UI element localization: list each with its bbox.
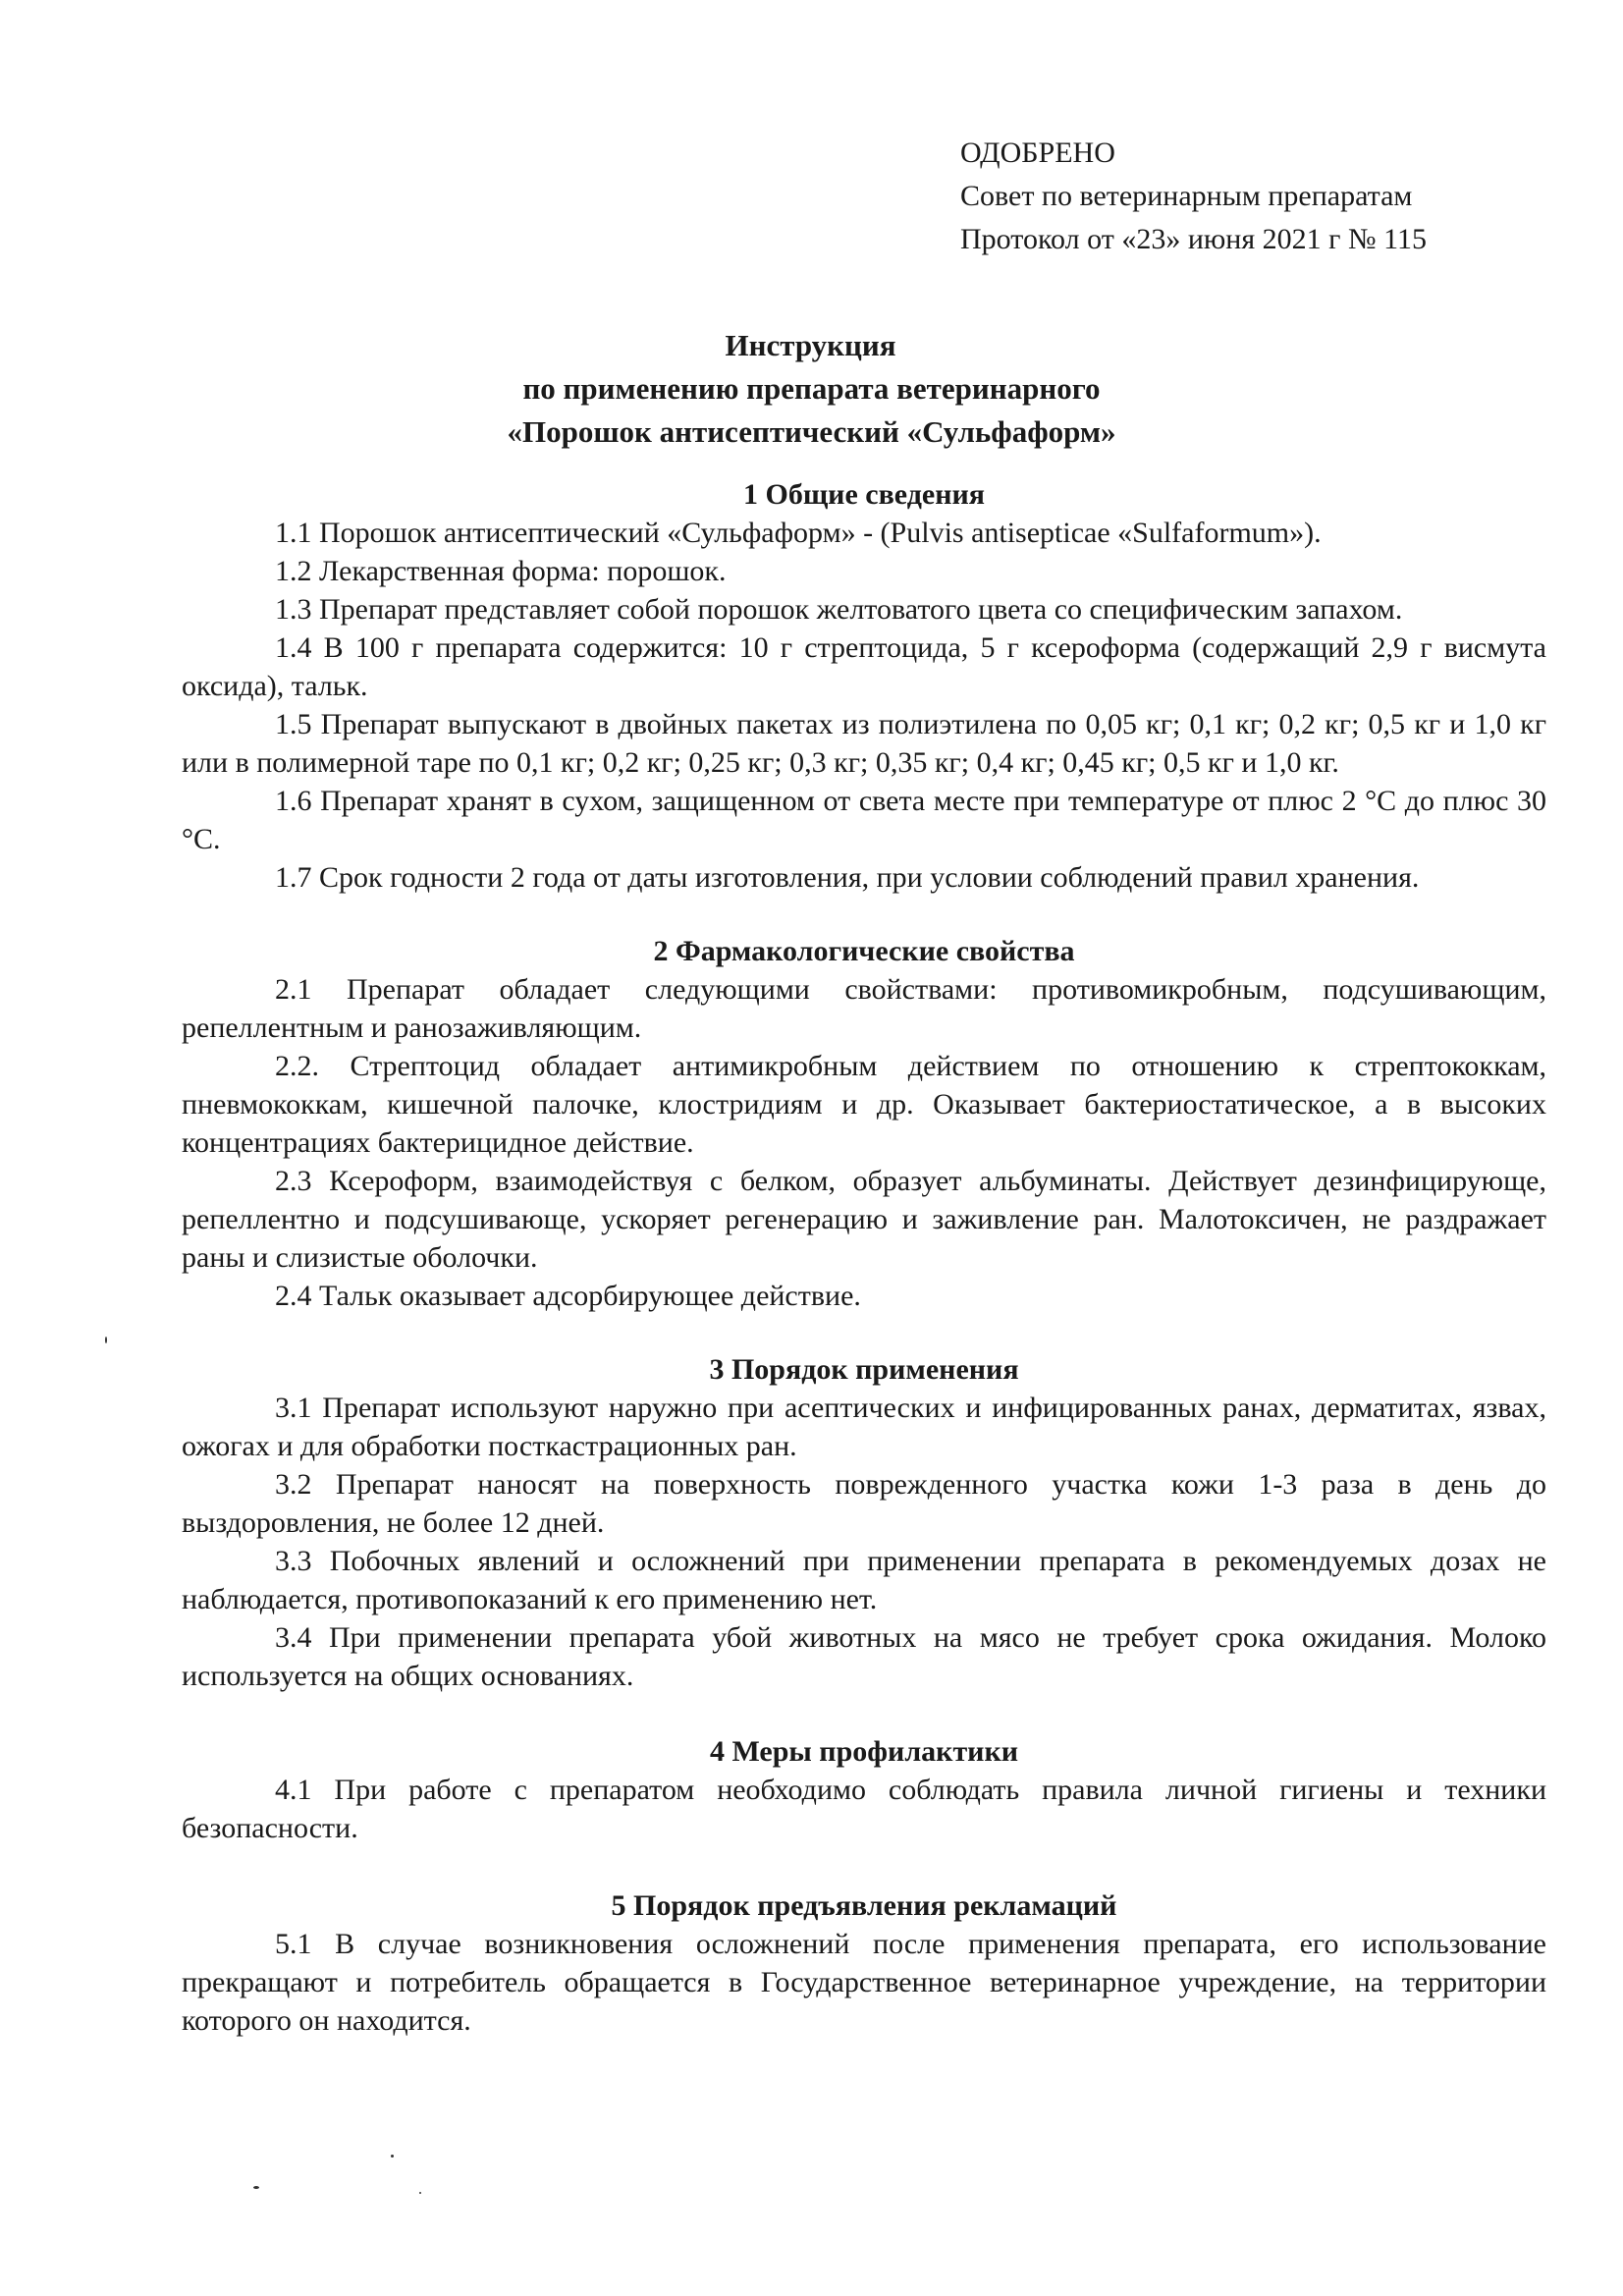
section-precautions <box>182 1732 1546 1847</box>
scan-speck <box>419 2192 421 2194</box>
paragraph-2-2: 2.2. Стрептоцид обладает антимикробным действием по отношению к стрептококкам, пневмококкам, кишечной палочке, клостридиям и др. Оказывает бактериостатическое, а в высоких концентрациях бактерицидное действие. <box>182 1050 1546 1159</box>
approval-stamp <box>960 132 1427 261</box>
paragraph-3-2: 3.2 Препарат наносят на поверхность поврежденного участка кожи 1-3 раза в день до выздоровления, не более 12 дней. <box>182 1468 1546 1539</box>
scan-speck <box>253 2186 259 2189</box>
document-body <box>182 475 1546 2040</box>
section-heading: 4 Меры профилактики <box>709 1735 1019 1768</box>
paragraph-3-1: 3.1 Препарат используют наружно при асептических и инфицированных ранах, дерматитах, язвах, ожогах и для обработки посткастрационных ран. <box>182 1392 1546 1462</box>
approval-authority: Совет по ветеринарным препаратам <box>960 180 1413 212</box>
section-general-info <box>182 475 1546 897</box>
paragraph-1-4: 1.4 В 100 г препарата содержится: 10 г стрептоцида, 5 г ксероформа (содержащий 2,9 г висмута оксида), тальк. <box>182 631 1546 702</box>
paragraph-1-7: 1.7 Срок годности 2 года от даты изготовления, при условии соблюдений правил хранения. <box>275 861 1420 894</box>
approval-status: ОДОБРЕНО <box>960 137 1115 169</box>
section-application <box>182 1350 1546 1695</box>
paragraph-1-1: 1.1 Порошок антисептический «Сульфаформ» - (Pulvis antisepticae «Sulfaformum»). <box>275 517 1322 549</box>
paragraph-4-1: 4.1 При работе с препаратом необходимо соблюдать правила личной гигиены и техники безопасности. <box>182 1774 1546 1844</box>
section-heading: 5 Порядок предъявления рекламаций <box>611 1889 1117 1922</box>
approval-protocol: Протокол от «23» июня 2021 г № 115 <box>960 223 1427 255</box>
document-title <box>0 324 1623 454</box>
document-title-line-1: Инструкция <box>725 328 896 362</box>
section-heading: 1 Общие сведения <box>743 478 985 511</box>
section-complaints <box>182 1886 1546 2040</box>
scan-speck <box>391 2155 394 2158</box>
paragraph-3-4: 3.4 При применении препарата убой животных на мясо не требует срока ожидания. Молоко используется на общих основаниях. <box>182 1621 1546 1692</box>
document-title-line-2: по применению препарата ветеринарного <box>522 371 1101 406</box>
paragraph-5-1: 5.1 В случае возникновения осложнений после применения препарата, его использование прекращают и потребитель обращается в Государственное ветеринарное учреждение, на территории которого он находится. <box>182 1928 1546 2037</box>
paragraph-2-4: 2.4 Тальк оказывает адсорбирующее действие. <box>275 1280 861 1312</box>
paragraph-1-5: 1.5 Препарат выпускают в двойных пакетах из полиэтилена по 0,05 кг; 0,1 кг; 0,2 кг; 0,5 кг и 1,0 кг или в полимерной таре по 0,1 кг; 0,2 кг; 0,25 кг; 0,3 кг; 0,35 кг; 0,4 кг; 0,45 кг; 0,5 кг и 1,0 кг. <box>182 708 1546 779</box>
section-heading: 3 Порядок применения <box>709 1353 1019 1386</box>
paragraph-2-3: 2.3 Ксероформ, взаимодействуя с белком, образует альбуминаты. Действует дезинфицирующе, репеллентно и подсушивающе, ускоряет регенерацию и заживление ран. Малотоксичен, не раздражает раны и слизистые оболочки. <box>182 1165 1546 1274</box>
section-pharmacological-properties <box>182 932 1546 1315</box>
paragraph-1-6: 1.6 Препарат хранят в сухом, защищенном от света месте при температуре от плюс 2 °С до плюс 30 °С. <box>182 785 1546 855</box>
section-heading: 2 Фармакологические свойства <box>653 935 1075 967</box>
scan-speck <box>105 1337 107 1343</box>
paragraph-1-3: 1.3 Препарат представляет собой порошок желтоватого цвета со специфическим запахом. <box>275 593 1403 626</box>
paragraph-2-1: 2.1 Препарат обладает следующими свойствами: противомикробным, подсушивающим, репеллентным и ранозаживляющим. <box>182 973 1546 1044</box>
paragraph-1-2: 1.2 Лекарственная форма: порошок. <box>275 555 727 587</box>
paragraph-3-3: 3.3 Побочных явлений и осложнений при применении препарата в рекомендуемых дозах не наблюдается, противопоказаний к его применению нет. <box>182 1545 1546 1615</box>
document-title-line-3: «Порошок антисептический «Сульфаформ» <box>507 414 1116 449</box>
